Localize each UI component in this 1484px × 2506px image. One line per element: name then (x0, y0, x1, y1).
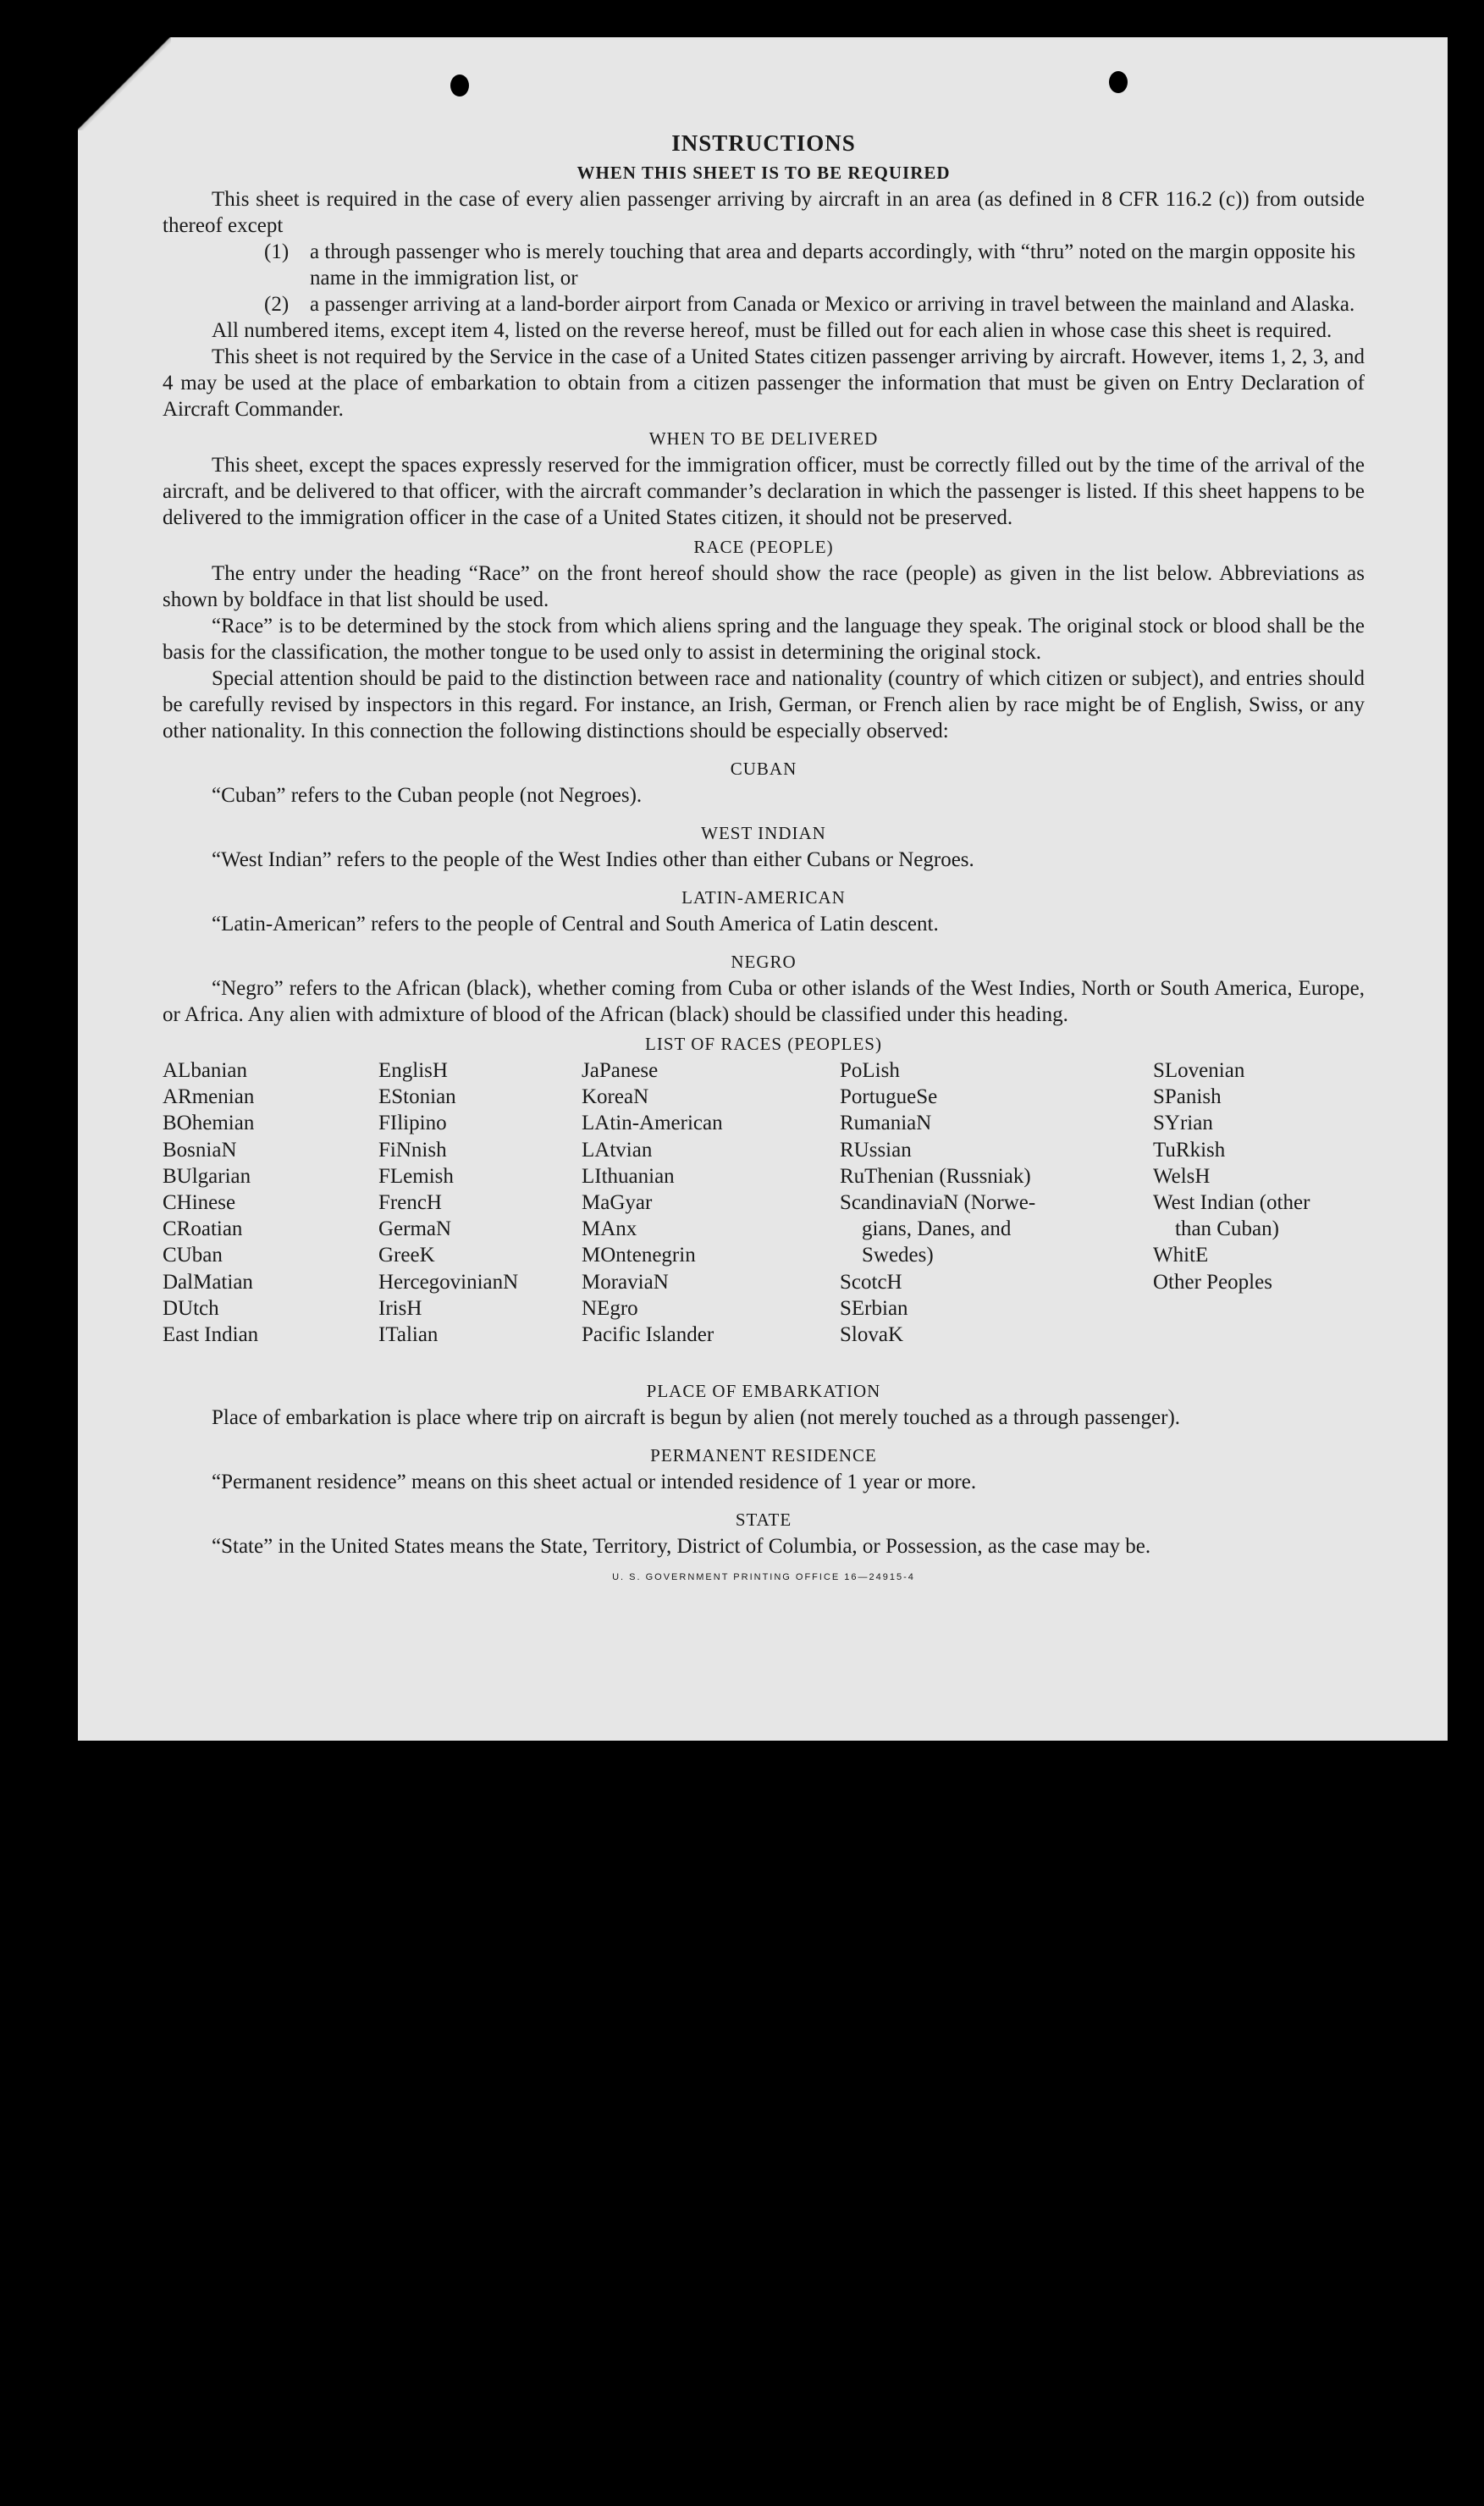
race-entry: IrisH (378, 1296, 422, 1320)
heading-latin-american: LATIN-AMERICAN (681, 887, 846, 908)
races-column-3 (582, 1057, 723, 1348)
heading-cuban: CUBAN (730, 759, 797, 779)
cuban-text: “Cuban” refers to the Cuban people (not Negroes). (212, 784, 643, 807)
negro-text: “Negro” refers to the African (black), whether coming from Cuba or other islands of the West Indies, North or South America, Europe, or Africa. Any alien with admixture of blood of the African (black) should be classified under this heading. (163, 977, 1365, 1026)
race-entry: SlovaK (840, 1323, 903, 1347)
race-entry: Pacific Islander (582, 1323, 714, 1347)
corner-fold (78, 37, 171, 130)
race-entry: FIlipino (378, 1112, 447, 1135)
race-entry: PoLish (840, 1059, 900, 1082)
required-item-1 (264, 239, 1365, 291)
heading-list-of-races: LIST OF RACES (PEOPLES) (645, 1034, 882, 1054)
item-text: a passenger arriving at a land-border airport from Canada or Mexico or arriving in travel between the mainland and Alaska. (310, 293, 1355, 316)
races-list (163, 1057, 1365, 1375)
race-entry: SYrian (1153, 1112, 1213, 1135)
race-entry: SPanish (1153, 1085, 1222, 1109)
embarkation-text: Place of embarkation is place where trip on aircraft is begun by alien (not merely touched as a through passenger). (212, 1406, 1181, 1429)
race-entry: KoreaN (582, 1085, 649, 1109)
race-entry: CUban (163, 1244, 223, 1267)
race-paragraph-1: The entry under the heading “Race” on the front hereof should show the race (people) as given in the list below. Abbreviations as shown by boldface in that list should be used. (163, 562, 1365, 611)
state-text: “State” in the United States means the State, Territory, District of Columbia, or Possession, as the case may be. (212, 1535, 1151, 1558)
race-entry: FiNnish (378, 1138, 447, 1162)
race-entry: MAnx (582, 1217, 637, 1241)
race-entry: EStonian (378, 1085, 456, 1109)
races-column-2 (378, 1057, 518, 1348)
race-entry: CHinese (163, 1191, 236, 1215)
race-entry: BUlgarian (163, 1164, 251, 1188)
punch-hole-right (1109, 71, 1128, 93)
heading-delivered: WHEN TO BE DELIVERED (648, 428, 879, 449)
race-entry: LAtvian (582, 1138, 653, 1162)
required-paragraph-1: This sheet is required in the case of every alien passenger arriving by aircraft in an area (as defined in 8 CFR 116.2 (c)) from outside thereof except (163, 188, 1365, 237)
heading-permanent-residence: PERMANENT RESIDENCE (650, 1445, 877, 1466)
race-entry-continued: Swedes) (862, 1244, 934, 1267)
race-entry: ARmenian (163, 1085, 255, 1109)
printing-office-footer: U. S. GOVERNMENT PRINTING OFFICE 16—24915-4 (612, 1572, 915, 1582)
heading-embarkation: PLACE OF EMBARKATION (646, 1381, 881, 1401)
race-entry: HercegovinianN (378, 1270, 519, 1294)
permanent-residence-text: “Permanent residence” means on this sheet actual or intended residence of 1 year or more. (212, 1471, 977, 1493)
item-text: a through passenger who is merely touching that area and departs accordingly, with “thru” noted on the margin opposite his name in the immigration list, or (310, 240, 1356, 290)
race-entry: GermaN (378, 1217, 452, 1241)
race-entry: RuThenian (Russniak) (840, 1164, 1031, 1188)
race-entry: ITalian (378, 1323, 439, 1347)
race-entry: ScotcH (840, 1270, 902, 1294)
heading-race: RACE (PEOPLE) (693, 537, 834, 557)
item-number: (1) (264, 240, 290, 263)
race-entry: LAtin-American (582, 1112, 723, 1135)
west-indian-text: “West Indian” refers to the people of the West Indies other than either Cubans or Negroes. (212, 848, 974, 871)
race-entry: NEgro (582, 1296, 638, 1320)
race-entry: MOntenegrin (582, 1244, 696, 1267)
race-entry: MaGyar (582, 1191, 653, 1215)
race-entry: BOhemian (163, 1112, 255, 1135)
race-paragraph-2: “Race” is to be determined by the stock from which aliens spring and the language they speak. The original stock or blood shall be the basis for the classification, the mother tongue to be used only to assist in determining the original stock. (163, 615, 1365, 664)
latin-american-text: “Latin-American” refers to the people of Central and South America of Latin descent. (212, 913, 939, 936)
race-entry: ScandinaviaN (Norwe- (840, 1191, 1036, 1215)
race-entry: West Indian (other (1153, 1191, 1310, 1215)
races-column-5 (1153, 1057, 1373, 1295)
race-entry: SErbian (840, 1296, 908, 1320)
heading-state: STATE (735, 1510, 792, 1530)
races-column-1 (163, 1057, 258, 1348)
document-content (163, 97, 1365, 1591)
race-entry: TuRkish (1153, 1138, 1226, 1162)
race-entry: DalMatian (163, 1270, 253, 1294)
item-number: (2) (264, 293, 290, 316)
race-entry: FLemish (378, 1164, 454, 1188)
race-entry: WhitE (1153, 1244, 1209, 1267)
race-entry: PortugueSe (840, 1085, 938, 1109)
race-entry: CRoatian (163, 1217, 243, 1241)
race-entry: Other Peoples (1153, 1270, 1272, 1294)
required-item-2 (264, 291, 1365, 317)
race-entry: RumaniaN (840, 1112, 932, 1135)
race-entry: LIthuanian (582, 1164, 675, 1188)
punch-hole-left (450, 75, 469, 97)
heading-required: WHEN THIS SHEET IS TO BE REQUIRED (576, 163, 951, 183)
race-entry: DUtch (163, 1296, 219, 1320)
delivered-paragraph: This sheet, except the spaces expressly reserved for the immigration officer, must be correctly filled out by the time of the arrival of the aircraft, and be delivered to that officer, with the aircraft commander’s declaration in which the passenger is listed. If this sheet happens to be delivered to the immigration officer in the case of a United States citizen, it should not be preserved. (163, 454, 1365, 529)
race-entry: MoraviaN (582, 1270, 669, 1294)
race-entry: GreeK (378, 1244, 435, 1267)
race-entry: EnglisH (378, 1059, 448, 1082)
race-entry: JaPanese (582, 1059, 659, 1082)
race-entry: BosniaN (163, 1138, 237, 1162)
required-paragraph-3: This sheet is not required by the Service in the case of a United States citizen passenger arriving by aircraft. However, items 1, 2, 3, and 4 may be used at the place of embarkation to obtain from a citizen passenger the information that must be given on Entry Declaration of Aircraft Commander. (163, 345, 1365, 421)
race-entry: FrencH (378, 1191, 442, 1215)
required-paragraph-2: All numbered items, except item 4, listed on the reverse hereof, must be filled out for each alien in whose case this sheet is required. (212, 319, 1332, 342)
race-entry: RUssian (840, 1138, 912, 1162)
heading-west-indian: WEST INDIAN (701, 823, 826, 843)
race-entry: ALbanian (163, 1059, 247, 1082)
race-paragraph-3: Special attention should be paid to the distinction between race and nationality (country of which citizen or subject), and entries should be carefully revised by inspectors in this regard. For instance, an Irish, German, or French alien by race might be of English, Swiss, or any other nationality. In this connection the following distinctions should be especially observed: (163, 667, 1365, 742)
page-title: INSTRUCTIONS (671, 130, 856, 156)
race-entry: WelsH (1153, 1164, 1211, 1188)
race-entry: East Indian (163, 1323, 259, 1347)
heading-negro: NEGRO (731, 952, 797, 972)
race-entry-continued: gians, Danes, and (862, 1217, 1012, 1241)
document-sheet (78, 37, 1448, 1741)
races-column-4 (840, 1057, 1094, 1348)
race-entry-continued: than Cuban) (1175, 1217, 1279, 1241)
race-entry: SLovenian (1153, 1059, 1245, 1082)
